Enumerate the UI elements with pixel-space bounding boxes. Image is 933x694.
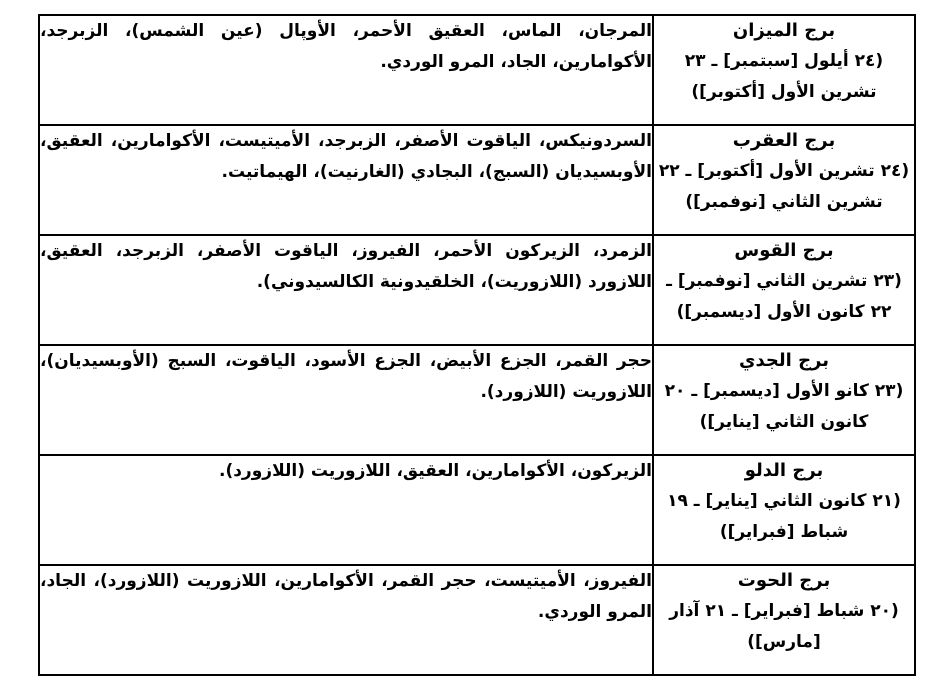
stones-cell: [39, 455, 653, 565]
stones-cell: [39, 15, 653, 125]
sign-dates: (٢٤ أيلول [سبتمبر] ـ ٢٣ تشرين الأول [أكتوبر]): [684, 51, 884, 102]
sign-dates: (٢٣ تشرين الثاني [نوفمبر] ـ ٢٢ كانون الأول [ديسمبر]): [666, 271, 902, 322]
stones-text: حجر القمر، الجزع الأبيض، الجزع الأسود، الياقوت، السبج (الأوبسيديان)، اللازوريت (اللازورد).: [40, 351, 652, 402]
stones-text: المرجان، الماس، العقيق الأحمر، الأوپال (عين الشمس)، الزبرجد، الأكوامارين، الجاد، المرو الوردي.: [40, 21, 652, 72]
stones-cell: [39, 565, 653, 675]
sign-name: برج الجدي: [739, 350, 829, 371]
sign-dates: (٢١ كانون الثاني [يناير] ـ ١٩ شباط [فبراير]): [667, 491, 901, 542]
table-row: [39, 15, 915, 125]
stones-text: السردونيكس، الياقوت الأصفر، الزبرجد، الأميتيست، الأكوامارين، العقيق، الأوبسيديان (السبج)، البجادي (الغارنيت)، الهيماتيت.: [40, 131, 652, 182]
sign-cell: [653, 345, 915, 455]
sign-cell: [653, 125, 915, 235]
sign-cell: [653, 235, 915, 345]
sign-name: برج القوس: [734, 240, 834, 261]
stones-cell: [39, 345, 653, 455]
stones-text: الزمرد، الزيركون الأحمر، الفيروز، الياقوت الأصفر، الزبرجد، العقيق، اللازورد (اللازوريت)، الخلقيدونية الكالسيدوني).: [40, 241, 652, 292]
sign-dates: (٢٣ كانو الأول [ديسمبر] ـ ٢٠ كانون الثاني [يناير]): [664, 381, 904, 432]
sign-name: برج الدلو: [744, 460, 824, 481]
stones-cell: [39, 125, 653, 235]
stones-text: الزيركون، الأكوامارين، العقيق، اللازوريت (اللازورد).: [218, 461, 652, 481]
table-row: [39, 125, 915, 235]
stones-cell: [39, 235, 653, 345]
sign-name: برج الميزان: [732, 20, 836, 41]
sign-dates: (٢٠ شباط [فبراير] ـ ٢١ آذار [مارس]): [669, 601, 899, 652]
table-row: [39, 455, 915, 565]
stones-text: الفيروز، الأميتيست، حجر القمر، الأكوامارين، اللازوريت (اللازورد)، الجاد، المرو الوردي.: [40, 571, 652, 622]
sign-cell: [653, 15, 915, 125]
table-row: [39, 345, 915, 455]
zodiac-stones-table: [38, 14, 916, 676]
sign-cell: [653, 455, 915, 565]
sign-cell: [653, 565, 915, 675]
table-row: [39, 235, 915, 345]
table-row: [39, 565, 915, 675]
sign-dates: (٢٤ تشرين الأول [أكتوبر] ـ ٢٢ تشرين الثاني [نوفمبر]): [658, 161, 910, 212]
sign-name: برج العقرب: [732, 130, 836, 151]
sign-name: برج الحوت: [737, 570, 831, 591]
